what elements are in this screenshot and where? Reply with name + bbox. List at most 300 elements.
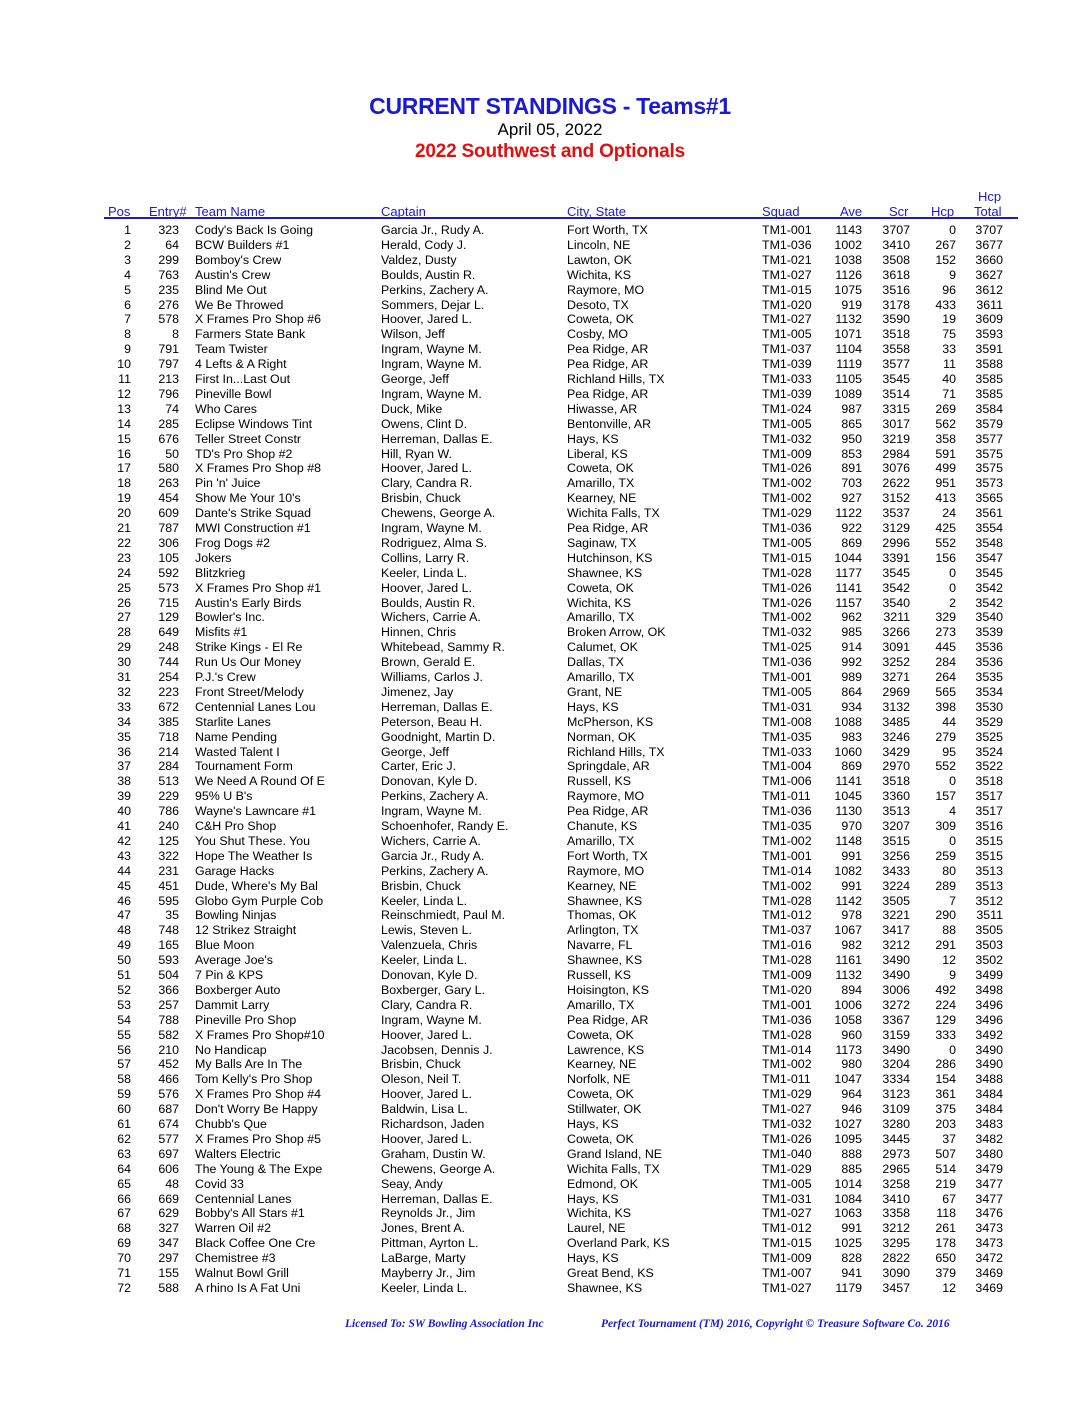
cell-captain: Goodnight, Martin D.: [381, 729, 496, 744]
cell-squad: TM1-016: [762, 938, 812, 953]
cell-hcp-total: 3502: [975, 953, 1003, 968]
cell-squad: TM1-028: [762, 565, 812, 580]
cell-scr: 3159: [882, 1027, 910, 1042]
cell-entry: 649: [158, 625, 179, 640]
cell-team-name: 95% U B's: [195, 789, 253, 804]
cell-hcp-total: 3536: [975, 640, 1003, 655]
cell-hcp: 0: [949, 580, 956, 595]
cell-hcp: 95: [942, 744, 956, 759]
cell-entry: 223: [158, 684, 179, 699]
cell-hcp-total: 3513: [975, 863, 1003, 878]
table-row: [0, 849, 1088, 864]
table-row: [0, 953, 1088, 968]
cell-pos: 15: [117, 431, 131, 446]
cell-hcp-total: 3573: [975, 476, 1003, 491]
cell-scr: 3334: [882, 1072, 910, 1087]
cell-squad: TM1-021: [762, 252, 812, 267]
cell-squad: TM1-036: [762, 237, 812, 252]
cell-ave: 1148: [835, 833, 862, 848]
cell-entry: 64: [165, 237, 179, 252]
cell-scr: 3558: [882, 342, 910, 357]
cell-ave: 982: [841, 938, 862, 953]
cell-ave: 1089: [834, 386, 862, 401]
cell-entry: 248: [158, 640, 179, 655]
cell-hcp: 290: [935, 908, 956, 923]
cell-entry: 366: [158, 982, 179, 997]
cell-entry: 580: [158, 461, 179, 476]
cell-hcp: 219: [935, 1176, 956, 1191]
cell-ave: 989: [841, 670, 862, 684]
cell-squad: TM1-039: [762, 357, 812, 372]
cell-entry: 257: [158, 997, 179, 1012]
cell-scr: 3508: [882, 252, 910, 267]
cell-city-state: Hoisington, KS: [567, 982, 649, 997]
table-row: [0, 968, 1088, 983]
cell-hcp-total: 3536: [975, 655, 1003, 670]
cell-hcp-total: 3522: [975, 759, 1003, 774]
cell-hcp-total: 3535: [975, 670, 1003, 684]
cell-hcp: 4: [949, 804, 956, 819]
cell-scr: 3017: [882, 416, 910, 431]
cell-city-state: Stillwater, OK: [567, 1102, 642, 1117]
cell-team-name: X Frames Pro Shop #5: [195, 1131, 322, 1146]
cell-squad: TM1-002: [762, 878, 812, 893]
cell-pos: 68: [117, 1221, 131, 1236]
cell-team-name: Wayne's Lawncare #1: [195, 804, 317, 819]
table-row: [0, 461, 1088, 476]
cell-pos: 18: [117, 476, 131, 491]
cell-hcp: 75: [942, 327, 956, 342]
cell-captain: Brown, Gerald E.: [381, 655, 476, 670]
cell-ave: 992: [841, 655, 862, 670]
cell-hcp: 398: [935, 699, 956, 714]
cell-scr: 3266: [882, 625, 910, 640]
col-hcp-total-bottom: Total: [974, 204, 1002, 219]
cell-city-state: Saginaw, TX: [567, 535, 637, 550]
tournament-name: 2022 Southwest and Optionals: [415, 141, 685, 162]
cell-hcp-total: 3577: [975, 431, 1003, 446]
cell-pos: 5: [124, 282, 131, 297]
cell-entry: 74: [165, 401, 179, 416]
cell-hcp: 37: [942, 1131, 956, 1146]
cell-captain: Ingram, Wayne M.: [381, 521, 482, 535]
cell-ave: 1075: [834, 282, 862, 297]
cell-squad: TM1-039: [762, 386, 812, 401]
cell-hcp-total: 3591: [975, 342, 1003, 357]
cell-city-state: Coweta, OK: [567, 580, 634, 595]
cell-scr: 3280: [882, 1117, 910, 1131]
cell-team-name: Globo Gym Purple Cob: [195, 893, 324, 908]
cell-city-state: Amarillo, TX: [567, 610, 635, 625]
cell-hcp-total: 3498: [975, 982, 1003, 997]
cell-captain: Hoover, Jared L.: [381, 461, 472, 476]
table-row: [0, 312, 1088, 327]
cell-hcp: 269: [935, 401, 956, 416]
cell-entry: 595: [158, 893, 179, 908]
cell-entry: 791: [158, 342, 179, 357]
cell-captain: Owens, Clint D.: [381, 416, 468, 431]
cell-team-name: X Frames Pro Shop #8: [195, 461, 322, 476]
cell-captain: Reinschmiedt, Paul M.: [381, 908, 505, 923]
cell-pos: 16: [117, 446, 131, 461]
cell-captain: Keeler, Linda L.: [381, 1280, 468, 1295]
table-row: [0, 417, 1088, 432]
cell-city-state: Raymore, MO: [567, 282, 645, 297]
cell-squad: TM1-026: [762, 461, 812, 476]
cell-pos: 20: [117, 506, 131, 521]
cell-team-name: Front Street/Melody: [195, 684, 304, 699]
cell-hcp: 291: [935, 938, 956, 953]
cell-team-name: X Frames Pro Shop #4: [195, 1087, 322, 1102]
cell-squad: TM1-036: [762, 1012, 812, 1027]
cell-squad: TM1-002: [762, 610, 812, 625]
cell-team-name: X Frames Pro Shop#10: [195, 1027, 325, 1042]
table-row: [0, 1281, 1088, 1296]
cell-ave: 1071: [834, 327, 862, 342]
cell-entry: 165: [158, 938, 179, 953]
cell-city-state: Pea Ridge, AR: [567, 804, 649, 819]
cell-pos: 8: [124, 327, 131, 342]
cell-captain: Herreman, Dallas E.: [381, 1191, 493, 1206]
cell-city-state: Calumet, OK: [567, 640, 638, 655]
cell-scr: 3246: [882, 729, 910, 744]
cell-squad: TM1-032: [762, 625, 812, 640]
cell-entry: 578: [158, 312, 179, 327]
cell-pos: 39: [117, 789, 131, 804]
table-row: [0, 894, 1088, 909]
cell-ave: 869: [841, 759, 862, 774]
cell-ave: 1044: [834, 550, 862, 565]
cell-team-name: Pineville Bowl: [195, 386, 272, 401]
table-row: [0, 700, 1088, 715]
cell-ave: 1122: [835, 506, 862, 521]
cell-scr: 3537: [882, 506, 910, 521]
table-row: [0, 759, 1088, 774]
cell-team-name: Pineville Pro Shop: [195, 1012, 297, 1027]
cell-entry: 592: [158, 565, 179, 580]
cell-team-name: Don't Worry Be Happy: [195, 1102, 318, 1117]
cell-ave: 934: [841, 699, 862, 714]
cell-scr: 3540: [882, 595, 910, 610]
cell-scr: 3457: [882, 1280, 910, 1295]
cell-hcp-total: 3530: [975, 699, 1003, 714]
cell-captain: Mayberry Jr., Jim: [381, 1266, 476, 1280]
cell-hcp: 284: [935, 655, 956, 670]
cell-city-state: Grand Island, NE: [567, 1146, 663, 1161]
cell-hcp-total: 3542: [975, 595, 1003, 610]
table-row: [0, 402, 1088, 417]
cell-pos: 6: [124, 297, 131, 312]
cell-captain: Baldwin, Lisa L.: [381, 1102, 468, 1117]
cell-squad: TM1-028: [762, 1027, 812, 1042]
cell-captain: Herreman, Dallas E.: [381, 699, 493, 714]
cell-scr: 3076: [882, 461, 910, 476]
cell-entry: 715: [158, 595, 179, 610]
cell-scr: 3212: [882, 1221, 910, 1236]
cell-city-state: McPherson, KS: [567, 714, 654, 729]
cell-scr: 3490: [882, 1042, 910, 1057]
table-row: [0, 819, 1088, 834]
cell-pos: 72: [117, 1280, 131, 1295]
table-row: [0, 610, 1088, 625]
cell-hcp-total: 3477: [975, 1176, 1003, 1191]
cell-squad: TM1-028: [762, 953, 812, 968]
cell-entry: 687: [158, 1102, 179, 1117]
cell-team-name: Starlite Lanes: [195, 714, 271, 729]
cell-hcp-total: 3511: [976, 908, 1003, 923]
cell-hcp-total: 3512: [975, 893, 1003, 908]
cell-ave: 985: [841, 625, 862, 640]
cell-scr: 3391: [882, 550, 910, 565]
cell-team-name: Bowling Ninjas: [195, 908, 277, 923]
cell-entry: 297: [158, 1251, 179, 1266]
cell-squad: TM1-036: [762, 804, 812, 819]
cell-scr: 3505: [882, 893, 910, 908]
cell-scr: 3445: [882, 1131, 910, 1146]
table-row: [0, 536, 1088, 551]
cell-ave: 950: [841, 431, 862, 446]
cell-hcp-total: 3472: [975, 1251, 1003, 1266]
cell-hcp-total: 3525: [975, 729, 1003, 744]
cell-scr: 3090: [882, 1266, 910, 1280]
cell-ave: 828: [841, 1251, 862, 1266]
cell-hcp-total: 3548: [975, 535, 1003, 550]
cell-ave: 865: [841, 416, 862, 431]
cell-hcp: 499: [935, 461, 956, 476]
col-hcp-total-top: Hcp: [978, 189, 1002, 204]
cell-ave: 1088: [834, 714, 862, 729]
cell-city-state: Hays, KS: [567, 1191, 619, 1206]
cell-squad: TM1-029: [762, 1087, 812, 1102]
cell-ave: 703: [841, 476, 862, 491]
cell-city-state: Coweta, OK: [567, 312, 634, 327]
cell-ave: 1067: [834, 923, 862, 938]
cell-squad: TM1-012: [762, 1221, 812, 1236]
cell-pos: 56: [117, 1042, 131, 1057]
cell-team-name: We Need A Round Of E: [195, 774, 325, 789]
cell-squad: TM1-020: [762, 297, 812, 312]
cell-entry: 231: [158, 863, 179, 878]
cell-hcp-total: 3469: [975, 1266, 1003, 1280]
cell-entry: 672: [158, 699, 179, 714]
cell-hcp-total: 3677: [975, 237, 1003, 252]
cell-squad: TM1-005: [762, 535, 812, 550]
cell-entry: 155: [158, 1266, 179, 1280]
table-row: [0, 1057, 1088, 1072]
cell-city-state: Pea Ridge, AR: [567, 1012, 649, 1027]
cell-pos: 21: [117, 521, 131, 535]
cell-scr: 3109: [882, 1102, 910, 1117]
cell-ave: 1095: [834, 1131, 862, 1146]
cell-hcp-total: 3490: [975, 1042, 1003, 1057]
cell-squad: TM1-005: [762, 684, 812, 699]
cell-city-state: Hays, KS: [567, 699, 619, 714]
cell-city-state: Pea Ridge, AR: [567, 357, 649, 372]
cell-team-name: Strike Kings - El Re: [195, 640, 303, 655]
cell-pos: 54: [117, 1012, 131, 1027]
col-pos: Pos: [108, 204, 131, 219]
cell-team-name: Wasted Talent I: [195, 744, 280, 759]
cell-hcp-total: 3482: [975, 1131, 1003, 1146]
cell-squad: TM1-028: [762, 893, 812, 908]
table-row: [0, 566, 1088, 581]
cell-entry: 299: [158, 252, 179, 267]
cell-captain: Hoover, Jared L.: [381, 1131, 472, 1146]
cell-hcp-total: 3627: [975, 267, 1003, 282]
cell-captain: Carter, Eric J.: [381, 759, 457, 774]
table-row: [0, 596, 1088, 611]
cell-ave: 1132: [835, 312, 862, 327]
cell-captain: Sommers, Dejar L.: [381, 297, 485, 312]
cell-team-name: Tom Kelly's Pro Shop: [195, 1072, 313, 1087]
table-row: [0, 1192, 1088, 1207]
cell-hcp: 333: [935, 1027, 956, 1042]
table-row: [0, 238, 1088, 253]
cell-pos: 10: [117, 357, 131, 372]
cell-scr: 3358: [882, 1206, 910, 1221]
cell-hcp: 379: [935, 1266, 956, 1280]
cell-ave: 980: [841, 1057, 862, 1072]
cell-scr: 2965: [882, 1161, 910, 1176]
cell-squad: TM1-033: [762, 744, 812, 759]
cell-pos: 31: [117, 670, 131, 684]
table-row: [0, 1028, 1088, 1043]
table-row: [0, 998, 1088, 1013]
cell-captain: Ingram, Wayne M.: [381, 357, 482, 372]
cell-ave: 1177: [835, 565, 862, 580]
cell-pos: 44: [117, 863, 131, 878]
cell-scr: 2973: [882, 1146, 910, 1161]
cell-team-name: Bobby's All Stars #1: [195, 1206, 305, 1221]
cell-pos: 24: [117, 565, 131, 580]
cell-team-name: 12 Strikez Straight: [195, 923, 297, 938]
cell-hcp-total: 3534: [975, 684, 1003, 699]
cell-city-state: Richland Hills, TX: [567, 744, 665, 759]
cell-city-state: Hiwasse, AR: [567, 401, 638, 416]
table-row: [0, 223, 1088, 238]
cell-team-name: Dude, Where's My Bal: [195, 878, 318, 893]
cell-entry: 306: [158, 535, 179, 550]
cell-scr: 3295: [882, 1236, 910, 1251]
table-row: [0, 715, 1088, 730]
table-row: [0, 774, 1088, 789]
table-row: [0, 879, 1088, 894]
cell-squad: TM1-027: [762, 1280, 812, 1295]
cell-entry: 327: [158, 1221, 179, 1236]
cell-team-name: Walters Electric: [195, 1146, 281, 1161]
cell-scr: 3211: [883, 610, 910, 625]
cell-entry: 50: [165, 446, 179, 461]
cell-pos: 3: [124, 252, 131, 267]
cell-city-state: Shawnee, KS: [567, 1280, 643, 1295]
cell-hcp: 273: [935, 625, 956, 640]
cell-pos: 71: [117, 1266, 131, 1280]
table-row: [0, 581, 1088, 596]
cell-team-name: My Balls Are In The: [195, 1057, 303, 1072]
cell-hcp-total: 3609: [975, 312, 1003, 327]
cell-pos: 52: [117, 982, 131, 997]
cell-entry: 276: [158, 297, 179, 312]
cell-city-state: Dallas, TX: [567, 655, 624, 670]
cell-hcp-total: 3575: [975, 461, 1003, 476]
cell-ave: 894: [841, 982, 862, 997]
cell-captain: Keeler, Linda L.: [381, 565, 468, 580]
cell-entry: 385: [158, 714, 179, 729]
cell-hcp-total: 3561: [975, 506, 1003, 521]
cell-pos: 58: [117, 1072, 131, 1087]
table-row: [0, 506, 1088, 521]
cell-city-state: Kearney, NE: [567, 491, 637, 506]
cell-hcp: 413: [935, 491, 956, 506]
cell-team-name: X Frames Pro Shop #6: [195, 312, 322, 327]
cell-city-state: Fort Worth, TX: [567, 223, 648, 237]
cell-hcp: 156: [935, 550, 956, 565]
cell-ave: 1173: [835, 1042, 862, 1057]
cell-captain: Ingram, Wayne M.: [381, 1012, 482, 1027]
cell-city-state: Lawton, OK: [567, 252, 632, 267]
cell-entry: 573: [158, 580, 179, 595]
cell-scr: 3518: [882, 327, 910, 342]
cell-entry: 577: [158, 1131, 179, 1146]
cell-squad: TM1-002: [762, 833, 812, 848]
cell-city-state: Shawnee, KS: [567, 953, 643, 968]
cell-hcp: 552: [935, 759, 956, 774]
cell-hcp: 425: [935, 521, 956, 535]
cell-team-name: Boxberger Auto: [195, 982, 281, 997]
cell-captain: Pittman, Ayrton L.: [381, 1236, 479, 1251]
cell-captain: Wichers, Carrie A.: [381, 833, 481, 848]
cell-hcp-total: 3484: [975, 1087, 1003, 1102]
cell-pos: 47: [117, 908, 131, 923]
cell-hcp-total: 3499: [975, 968, 1003, 982]
cell-city-state: Shawnee, KS: [567, 893, 643, 908]
cell-pos: 57: [117, 1057, 131, 1072]
cell-scr: 3224: [882, 878, 910, 893]
cell-entry: 214: [158, 744, 179, 759]
cell-ave: 1161: [835, 953, 862, 968]
cell-hcp: 12: [942, 953, 956, 968]
cell-entry: 763: [158, 267, 179, 282]
cell-scr: 3212: [882, 938, 910, 953]
cell-team-name: Garage Hacks: [195, 863, 275, 878]
cell-captain: Keeler, Linda L.: [381, 893, 468, 908]
cell-scr: 3490: [882, 968, 910, 982]
cell-captain: Chewens, George A.: [381, 1161, 496, 1176]
cell-team-name: Chemistree #3: [195, 1251, 276, 1266]
cell-squad: TM1-029: [762, 1161, 812, 1176]
cell-ave: 1142: [835, 893, 862, 908]
cell-hcp: 9: [949, 968, 956, 982]
cell-squad: TM1-035: [762, 819, 812, 833]
cell-team-name: Bomboy's Crew: [195, 252, 282, 267]
cell-city-state: Lawrence, KS: [567, 1042, 645, 1057]
cell-captain: Garcia Jr., Rudy A.: [381, 848, 485, 863]
cell-scr: 3006: [882, 982, 910, 997]
cell-captain: Hoover, Jared L.: [381, 1087, 472, 1102]
cell-ave: 853: [841, 446, 862, 461]
cell-squad: TM1-005: [762, 416, 812, 431]
cell-pos: 12: [117, 386, 131, 401]
cell-hcp: 88: [942, 923, 956, 938]
cell-scr: 3485: [882, 714, 910, 729]
cell-ave: 1058: [834, 1012, 862, 1027]
cell-city-state: Coweta, OK: [567, 461, 634, 476]
cell-squad: TM1-009: [762, 968, 812, 982]
table-row: [0, 1043, 1088, 1058]
cell-squad: TM1-031: [762, 699, 812, 714]
cell-pos: 59: [117, 1087, 131, 1102]
cell-ave: 946: [841, 1102, 862, 1117]
